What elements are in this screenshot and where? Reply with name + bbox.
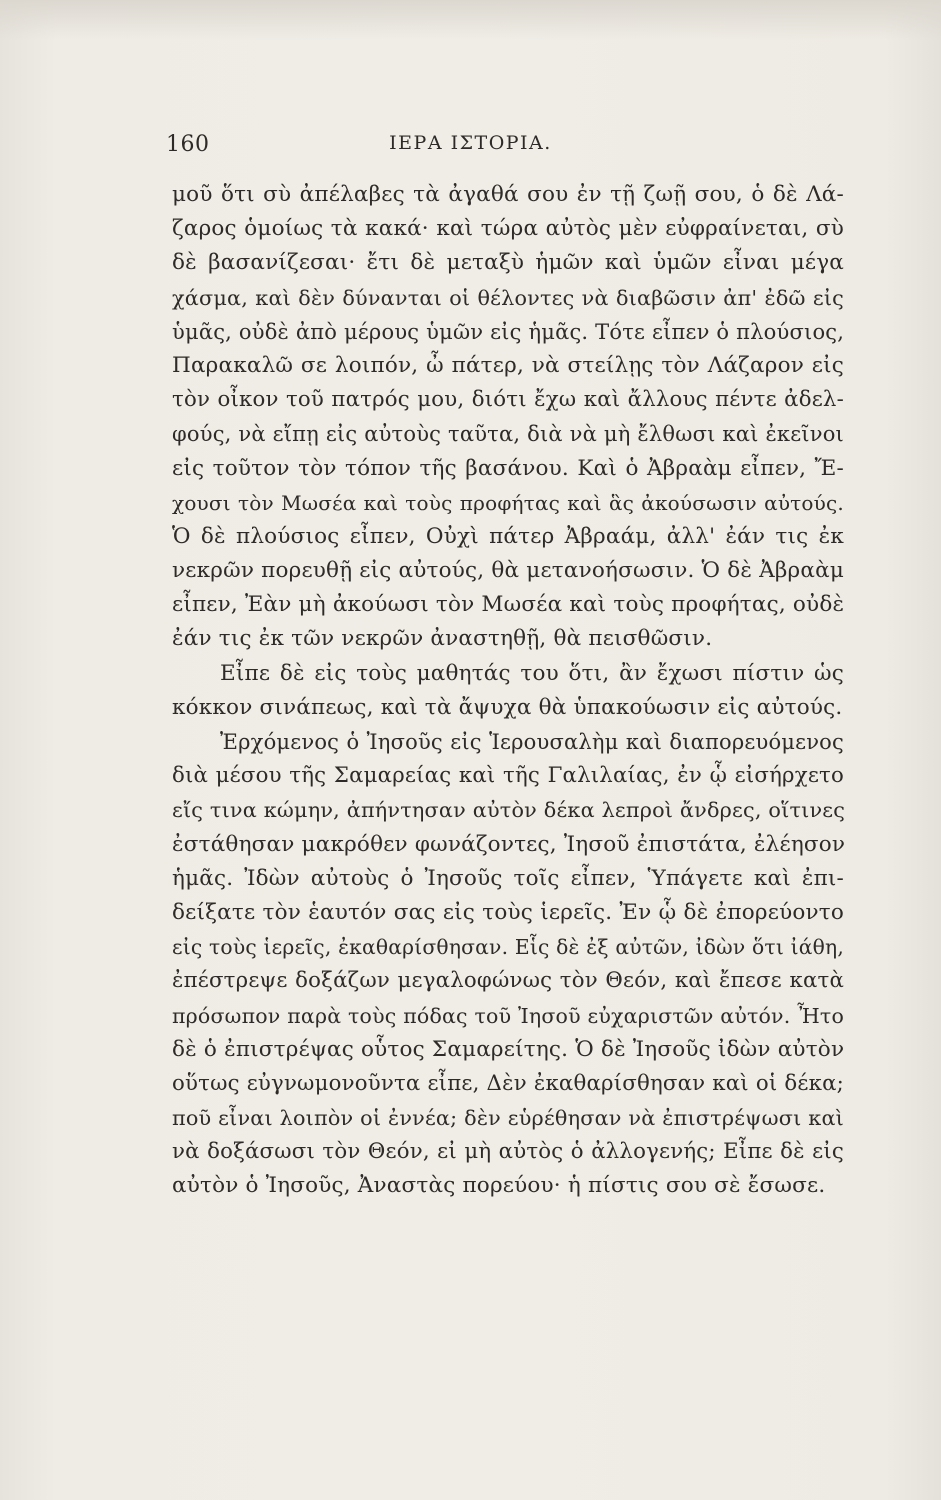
text-line: ἡμᾶς. Ἰδὼν αὐτοὺς ὁ Ἰησοῦς τοῖς εἶπεν, Ὑπάγετε καὶ ἐπι- [172,865,844,891]
text-line: δείξατε τὸν ἑαυτόν σας εἰς τοὺς ἱερεῖς. Ἐν ᾧ δὲ ἐπορεύοντο [172,899,844,925]
text-line: εἶπεν, Ἐὰν μὴ ἀκούωσι τὸν Μωσέα καὶ τοὺς προφήτας, οὐδὲ [172,592,845,618]
text-line: ἐάν τις ἐκ τῶν νεκρῶν ἀναστηθῇ, θὰ πεισθῶσιν. [172,626,713,652]
text-line: αὐτὸν ὁ Ἰησοῦς, Ἀναστὰς πορεύου· ἡ πίστις σου σὲ ἔσωσε. [172,1173,826,1199]
text-line: ὑμᾶς, οὐδὲ ἀπὸ μέρους ὑμῶν εἰς ἡμᾶς. Τότε εἶπεν ὁ πλούσιος, [172,319,845,344]
text-line: νὰ δοξάσωσι τὸν Θεόν, εἰ μὴ αὐτὸς ὁ ἀλλογενής; Εἶπε δὲ εἰς [172,1139,844,1165]
text-line: ποῦ εἶναι λοιπὸν οἱ ἐννέα; δὲν εὑρέθησαν νὰ ἐπιστρέψωσι καὶ [172,1106,844,1131]
text-line: Παρακαλῶ σε λοιπόν, ὦ πάτερ, νὰ στείλῃς τὸν Λάζαρον εἰς [172,352,844,378]
text-line: ζαρος ὁμοίως τὰ κακά· καὶ τώρα αὐτὸς μὲν εὐφραίνεται, σὺ [172,216,844,242]
body-text [172,178,844,1204]
text-line: νεκρῶν πορευθῇ εἰς αὐτούς, θὰ μετανοήσωσιν. Ὁ δὲ Ἀβραὰμ [172,558,844,584]
text-line: δὲ ὁ ἐπιστρέψας οὗτος Σαμαρείτης. Ὁ δὲ Ἰησοῦς ἰδὼν αὐτὸν [172,1036,845,1062]
text-line: εἰς τοὺς ἱερεῖς, ἐκαθαρίσθησαν. Εἷς δὲ ἐξ αὐτῶν, ἰδὼν ὅτι ἰάθη, [172,935,844,960]
text-line: κόκκον σινάπεως, καὶ τὰ ἄψυχα θὰ ὑπακούωσιν εἰς αὐτούς. [172,694,843,720]
text-line: χάσμα, καὶ δὲν δύνανται οἱ θέλοντες νὰ διαβῶσιν ἀπ' ἐδῶ εἰς [172,285,844,310]
text-line: τὸν οἶκον τοῦ πατρός μου, διότι ἔχω καὶ ἄλλους πέντε ἀδελ- [172,387,844,413]
paragraph-start-line: Εἶπε δὲ εἰς τοὺς μαθητάς του ὅτι, ἂν ἔχωσι πίστιν ὡς [220,660,844,686]
text-line: ἐστάθησαν μακρόθεν φωνάζοντες, Ἰησοῦ ἐπιστάτα, ἐλέησον [172,831,846,857]
page-header [0,132,941,162]
running-title: ΙΕΡΑ ΙΣΤΟΡΙΑ. [389,132,552,154]
paragraph-start-line: Ἐρχόμενος ὁ Ἰησοῦς εἰς Ἱερουσαλὴμ καὶ διαπορευόμενος [220,730,844,754]
text-line: δὲ βασανίζεσαι· ἔτι δὲ μεταξὺ ἡμῶν καὶ ὑμῶν εἶναι μέγα [172,250,844,276]
text-line: εἰς τοῦτον τὸν τόπον τῆς βασάνου. Καὶ ὁ Ἀβραὰμ εἶπεν, Ἔ- [172,455,844,481]
text-line: χουσι τὸν Μωσέα καὶ τοὺς προφήτας καὶ ἃς ἀκούσωσιν αὐτούς. [172,490,844,515]
text-line: Ὁ δὲ πλούσιος εἶπεν, Οὐχὶ πάτερ Ἀβραάμ, ἀλλ' ἐάν τις ἐκ [172,523,844,549]
page-number: 160 [166,132,210,157]
text-line: πρόσωπον παρὰ τοὺς πόδας τοῦ Ἰησοῦ εὐχαριστῶν αὐτόν. Ἦτο [172,1003,844,1028]
page-edge-shadow [0,0,941,40]
text-line: οὕτως εὐγνωμονοῦντα εἶπε, Δὲν ἐκαθαρίσθησαν καὶ οἱ δέκα; [172,1070,844,1096]
text-line: εἴς τινα κώμην, ἀπήντησαν αὐτὸν δέκα λεπροὶ ἄνδρες, οἵτινες [172,798,846,823]
text-line: φούς, νὰ εἴπῃ εἰς αὐτοὺς ταῦτα, διὰ νὰ μὴ ἔλθωσι καὶ ἐκεῖνοι [172,422,844,447]
text-line: ἐπέστρεψε δοξάζων μεγαλοφώνως τὸν Θεόν, καὶ ἔπεσε κατὰ [172,968,844,994]
text-line: μοῦ ὅτι σὺ ἀπέλαβες τὰ ἀγαθά σου ἐν τῇ ζωῇ σου, ὁ δὲ Λά- [172,182,844,207]
text-line: διὰ μέσου τῆς Σαμαρείας καὶ τῆς Γαλιλαίας, ἐν ᾧ εἰσήρχετο [172,763,844,789]
